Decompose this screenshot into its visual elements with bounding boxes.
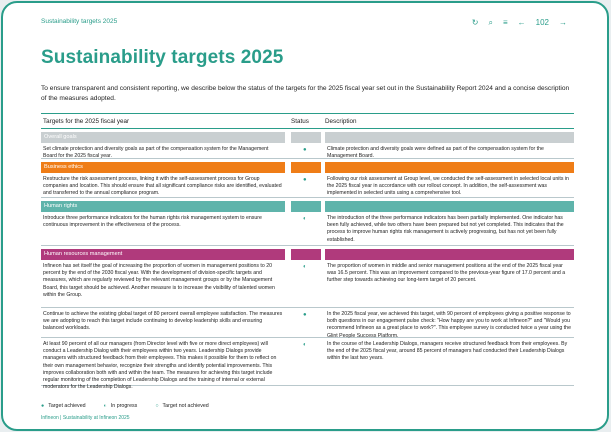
section-bar (41, 201, 285, 212)
page-title: Sustainability targets 2025 (41, 47, 284, 68)
table-row (41, 173, 574, 198)
top-bar (41, 17, 567, 31)
section-bar (291, 132, 321, 143)
intro-text: To ensure transparent and consistent reporting, we describe below the status of the targets for the 2025 fiscal year set out in the Sustainability Report 2024 and a concise description of the measures adopted. (41, 85, 570, 102)
table-row (41, 338, 574, 391)
target-text: Introduce three performance indicators for the human rights risk management system to ensure continuous improvement in the effectiveness of the process. (43, 215, 262, 229)
section-header (41, 249, 574, 260)
target-text: Infineon has set itself the goal of increasing the proportion of women in management positions to 20 percent by the end of the 2030 fiscal year. With the development of division-specific targets and measures, which are regularly reviewed by the relevant management groups or by the Management Board, this target should be achieved. Another measure is to increase the visibility of talented women within the Group. (43, 263, 275, 298)
section-bar (325, 201, 574, 212)
legend-label: Target achieved (48, 403, 86, 409)
section-label: Human resources management (44, 251, 123, 257)
page-number: 102 (535, 18, 549, 27)
table-row (41, 308, 574, 338)
section-header (41, 132, 574, 143)
table-header (41, 113, 574, 129)
legend-item (104, 403, 138, 409)
section-bar (41, 132, 285, 143)
running-title: Sustainability targets 2025 (41, 18, 118, 25)
section-bar (291, 249, 321, 260)
status-icon: ◐ (303, 216, 307, 222)
description-text: Climate protection and diversity goals were defined as part of the compensation system for the Management Board. (327, 146, 544, 160)
status-icon: ● (303, 312, 307, 318)
section-bar (291, 201, 321, 212)
section-bar (325, 132, 574, 143)
toolbar (472, 17, 567, 29)
section-bar (325, 249, 574, 260)
section-header (41, 162, 574, 173)
description-text: In the 2025 fiscal year, we achieved this target, with 90 percent of employees giving a positive response to both questions in our engagement pulse check: "How happy are you to work at Infineon?" and "Would you recommend Infineon as a great place to work?". This employee survey is conducted twice a year using the Glint People Success Platform. (327, 311, 571, 339)
targets-table (41, 113, 574, 391)
section-bar (325, 162, 574, 173)
status-icon: ● (303, 177, 307, 183)
description-text: In the course of the Leadership Dialogs, managers receive structured feedback from their employees. By the end of the 2025 fiscal year, around 85 percent of managers had conducted their Leadership Dialogs within the last two years. (327, 341, 568, 362)
search-icon[interactable]: ⌕ (488, 18, 493, 27)
header-targets: Targets for the 2025 fiscal year (43, 118, 130, 125)
target-text: Continue to achieve the existing global target of 80 percent overall employee satisfaction. The measures we are adopting to reach this target include continuing to develop leadership skills and ensuring balanced workloads. (43, 311, 283, 332)
legend-label: In progress (110, 403, 138, 409)
menu-icon[interactable]: ≡ (502, 18, 508, 27)
status-legend (41, 403, 209, 409)
section-label: Human rights (44, 203, 78, 209)
section-bar (291, 162, 321, 173)
description-text: The proportion of women in middle and senior management positions at the end of the 2025 fiscal year was 16.5 percent. This was an improvement compared to the previous-year figure of 17.0 percent and a further step towards achieving our long-term target of 20 percent. (327, 263, 566, 284)
next-page-button[interactable]: → (559, 18, 567, 27)
description-text: The introduction of the three performance indicators has been partially implemented. One indicator has been fully achieved, while two others have been prepared but not yet completed. This indicates that the process to improve human rights risk management is actively progressing, but has not yet been fully established. (327, 215, 564, 243)
legend-item (155, 403, 208, 409)
page-frame (1, 1, 609, 431)
target-text: Restructure the risk assessment process, linking it with the self-assessment process for Group companies and location. This should ensure that all significant compliance risks are identified, evaluated and transferred to the annual compliance program. (43, 176, 282, 197)
target-text: Set climate protection and diversity goals as part of the compensation system for the Management Board for the 2025 fiscal year. (43, 146, 269, 160)
target-text: At least 90 percent of all our managers (from Director level with five or more direct employees) will conduct a Leadership Dialog with their employees within two years. Leadership Dialogs provide managers with structured feedback from their employees. This makes it possible for them to reflect on their own management behavior, recognize their strengths and identify potential improvements. This improves collaboration both with and within the team. The measures for achieving this target include regular monitoring of the completion of Leadership Dialogs and the training of internal or external moderators for the Leadership Dialogs. (43, 341, 277, 391)
legend-label: Target not achieved (162, 403, 209, 409)
header-status: Status (291, 118, 309, 125)
achieved-icon: ● (41, 403, 45, 409)
status-icon: ◐ (303, 264, 307, 270)
description-text: Following our risk assessment at Group level, we conducted the self-assessment in selected local units in the 2025 fiscal year in accordance with our rollout concept. In addition, the self-assessment was implemented in selected units using a comprehensive tool. (327, 176, 569, 197)
status-icon: ● (303, 147, 307, 153)
table-body (41, 132, 574, 391)
table-row (41, 143, 574, 159)
status-icon: ◐ (303, 342, 307, 348)
section-header (41, 201, 574, 212)
table-row (41, 260, 574, 308)
not-achieved-icon: ○ (155, 403, 159, 409)
previous-page-button[interactable]: ← (517, 18, 526, 27)
section-label: Overall goals (44, 134, 77, 140)
legend-item (41, 403, 86, 409)
section-label: Business ethics (44, 164, 83, 170)
footer-source[interactable]: Infineon | Sustainability at Infineon 2025 (41, 415, 130, 421)
in-progress-icon: ◐ (103, 403, 107, 409)
refresh-icon[interactable]: ↻ (471, 18, 479, 27)
table-row (41, 212, 574, 246)
header-description: Description (325, 118, 357, 125)
